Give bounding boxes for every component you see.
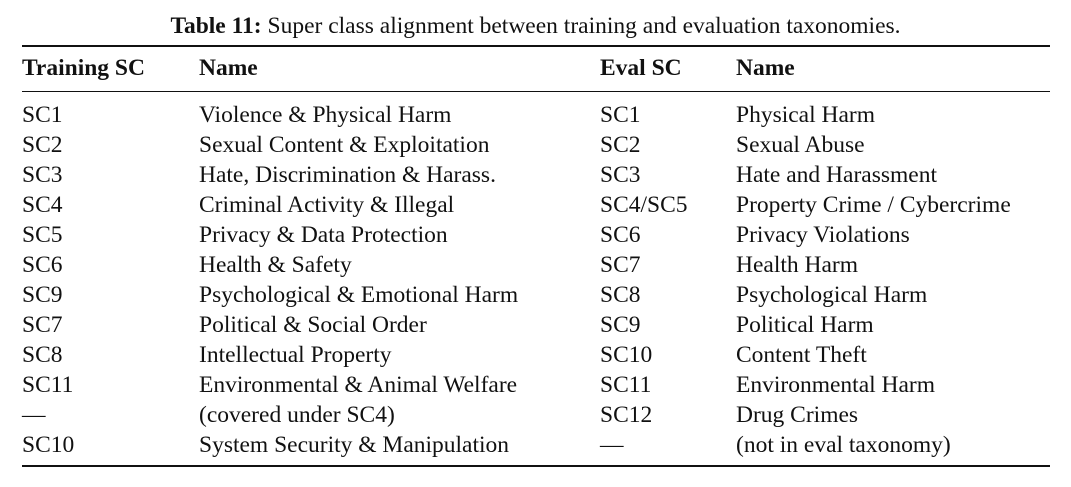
table-row <box>22 100 1050 130</box>
training-name-cell: Political & Social Order <box>199 312 427 338</box>
eval-name-cell: Privacy Violations <box>736 222 910 248</box>
table-row <box>22 220 1050 250</box>
eval-sc-cell: — <box>600 432 624 458</box>
eval-sc-cell: SC10 <box>600 342 653 368</box>
table-row <box>22 400 1050 430</box>
training-sc-cell: — <box>22 402 46 428</box>
eval-name-cell: Physical Harm <box>736 102 876 128</box>
training-name-cell: Health & Safety <box>199 252 352 278</box>
eval-sc-cell: SC3 <box>600 162 641 188</box>
training-sc-cell: SC8 <box>22 342 63 368</box>
training-sc-cell: SC9 <box>22 282 63 308</box>
training-name-cell: Sexual Content & Exploitation <box>199 132 490 158</box>
table-row <box>22 340 1050 370</box>
training-name-cell: Intellectual Property <box>199 342 392 368</box>
table-caption-text: Super class alignment between training and evaluation taxonomies. <box>261 13 901 39</box>
training-sc-cell: SC7 <box>22 312 63 338</box>
eval-sc-cell: SC12 <box>600 402 653 428</box>
training-name-cell: Psychological & Emotional Harm <box>199 282 519 308</box>
eval-sc-cell: SC8 <box>600 282 641 308</box>
eval-sc-cell: SC6 <box>600 222 641 248</box>
eval-name-cell: Political Harm <box>736 312 874 338</box>
eval-name-cell: Property Crime / Cybercrime <box>736 192 1011 218</box>
training-sc-cell: SC10 <box>22 432 75 458</box>
header-training-name: Name <box>199 55 258 81</box>
training-name-cell: Privacy & Data Protection <box>199 222 448 248</box>
table-header-row <box>22 53 1050 83</box>
training-name-cell: Hate, Discrimination & Harass. <box>199 162 496 188</box>
header-eval-name: Name <box>736 55 795 81</box>
eval-name-cell: (not in eval taxonomy) <box>736 432 951 458</box>
table-row <box>22 130 1050 160</box>
training-sc-cell: SC5 <box>22 222 63 248</box>
training-sc-cell: SC2 <box>22 132 63 158</box>
table-header-rule <box>22 91 1050 92</box>
table-row <box>22 190 1050 220</box>
training-name-cell: Criminal Activity & Illegal <box>199 192 455 218</box>
training-name-cell: (covered under SC4) <box>199 402 395 428</box>
eval-sc-cell: SC4/SC5 <box>600 192 688 218</box>
table-row <box>22 310 1050 340</box>
eval-sc-cell: SC11 <box>600 372 652 398</box>
eval-name-cell: Environmental Harm <box>736 372 936 398</box>
eval-sc-cell: SC1 <box>600 102 641 128</box>
table-row <box>22 370 1050 400</box>
eval-sc-cell: SC2 <box>600 132 641 158</box>
table-row <box>22 160 1050 190</box>
training-sc-cell: SC11 <box>22 372 74 398</box>
table-caption <box>0 10 1071 42</box>
training-sc-cell: SC1 <box>22 102 63 128</box>
eval-sc-cell: SC7 <box>600 252 641 278</box>
training-sc-cell: SC6 <box>22 252 63 278</box>
table-bottom-rule <box>22 465 1050 467</box>
eval-name-cell: Sexual Abuse <box>736 132 865 158</box>
training-name-cell: Environmental & Animal Welfare <box>199 372 518 398</box>
table-row <box>22 430 1050 460</box>
eval-name-cell: Content Theft <box>736 342 867 368</box>
table-top-rule <box>22 45 1050 47</box>
table-caption-label: Table 11: <box>170 13 262 39</box>
training-sc-cell: SC4 <box>22 192 63 218</box>
eval-name-cell: Drug Crimes <box>736 402 859 428</box>
training-sc-cell: SC3 <box>22 162 63 188</box>
eval-name-cell: Psychological Harm <box>736 282 928 308</box>
eval-name-cell: Health Harm <box>736 252 859 278</box>
table-row <box>22 250 1050 280</box>
table-row <box>22 280 1050 310</box>
header-eval-sc: Eval SC <box>600 55 682 81</box>
eval-name-cell: Hate and Harassment <box>736 162 937 188</box>
training-name-cell: System Security & Manipulation <box>199 432 510 458</box>
eval-sc-cell: SC9 <box>600 312 641 338</box>
training-name-cell: Violence & Physical Harm <box>199 102 452 128</box>
header-training-sc: Training SC <box>22 55 145 81</box>
